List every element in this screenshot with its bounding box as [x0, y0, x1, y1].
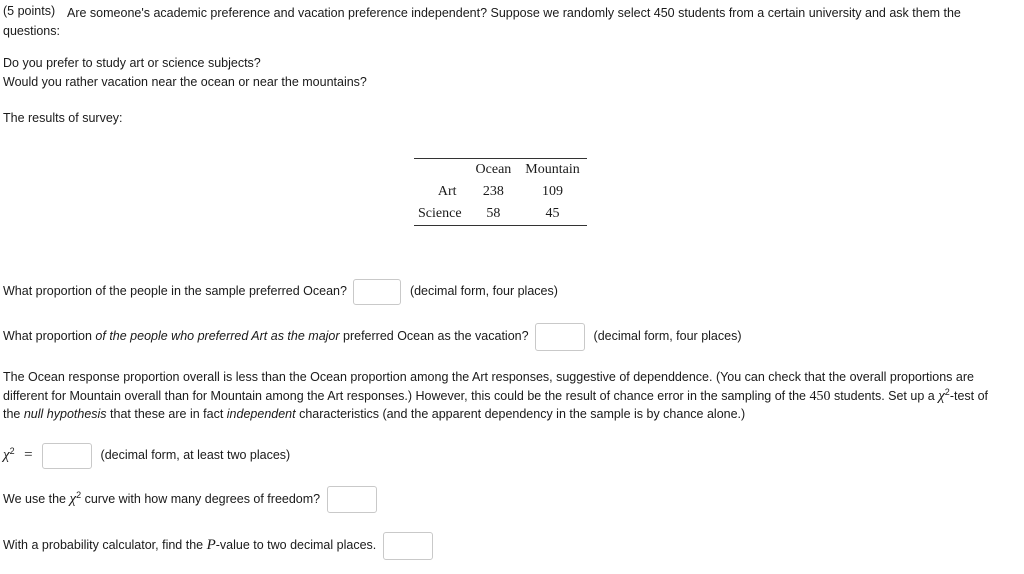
- chi-exponent: 2: [944, 386, 950, 397]
- column-header-mountain: Mountain: [525, 162, 580, 177]
- paragraph-line-2: [3, 388, 988, 405]
- dof-row: [3, 486, 377, 513]
- p-symbol: P: [206, 537, 216, 553]
- pvalue-prompt-a: With a probability calculator, find the: [3, 538, 207, 552]
- ocean-proportion-input[interactable]: [353, 279, 401, 305]
- cell-science-mountain: 45: [545, 206, 560, 221]
- survey-question-1: Do you prefer to study art or science subjects?: [3, 56, 261, 70]
- row-label-science: Science: [418, 206, 462, 221]
- dof-chi-exponent: 2: [76, 489, 82, 500]
- results-label: The results of survey:: [3, 111, 123, 125]
- part2-prompt-c: preferred Ocean as the vacation?: [339, 329, 529, 343]
- chi-square-row: [3, 442, 290, 468]
- table-corner: [414, 159, 469, 182]
- part2-row: [3, 322, 742, 350]
- part1-row: [3, 278, 558, 304]
- paragraph-line-3: [3, 407, 745, 421]
- paragraph-line-3-text: the: [3, 407, 24, 421]
- table-header-row: [414, 159, 587, 182]
- survey-table: [414, 158, 587, 226]
- part2-hint: (decimal form, four places): [593, 329, 742, 343]
- chi-symbol: χ: [938, 388, 945, 404]
- dof-prompt-a: We use the: [3, 492, 70, 506]
- cell-art-mountain: 109: [542, 184, 564, 199]
- independent-text: independent: [226, 407, 296, 421]
- part1-hint: (decimal form, four places): [409, 284, 558, 298]
- column-header-ocean: Ocean: [475, 162, 512, 177]
- table-row: [414, 203, 587, 226]
- part2-prompt-emphasis: of the people who preferred Art as the major: [95, 329, 340, 343]
- pvalue-row: [3, 531, 433, 559]
- question-intro: [3, 4, 1013, 40]
- chi-square-input[interactable]: [42, 443, 92, 469]
- paragraph-line-3-text-b: that these are in fact: [106, 407, 227, 421]
- intro-text: Are someone's academic preference and vacation preference independent? Suppose we randomly select 450 students from a certain university and ask them the questions:: [3, 6, 961, 38]
- degrees-of-freedom-input[interactable]: [327, 486, 377, 513]
- paragraph-line-2-text-b: students. Set up a: [830, 389, 939, 403]
- chi-square-exponent: 2: [9, 445, 15, 456]
- part2-prompt-a: What proportion: [3, 329, 96, 343]
- paragraph-line-2-text: different for Mountain overall than for Mountain among the Art responses.) However, this could be the result of chance error in the sampling of the: [3, 389, 810, 403]
- equals-sign: =: [24, 447, 33, 463]
- dof-chi-symbol: χ: [69, 491, 77, 507]
- art-ocean-proportion-input[interactable]: [535, 323, 585, 351]
- row-label-art: Art: [437, 184, 457, 199]
- paragraph-line-3-text-c: characteristics (and the apparent dependency in the sample is by chance alone.): [295, 407, 746, 421]
- survey-question-2: Would you rather vacation near the ocean or near the mountains?: [3, 75, 367, 89]
- chi-square-hint: (decimal form, at least two places): [100, 448, 291, 462]
- paragraph-line-1: The Ocean response proportion overall is less than the Ocean proportion among the Art responses, suggestive of dependdence. (You can check that the overall proportions are: [3, 370, 974, 384]
- points-label: (5 points): [3, 4, 56, 18]
- cell-science-ocean: 58: [486, 206, 501, 221]
- sample-size: 450: [809, 389, 831, 404]
- null-hypothesis-text: null hypothesis: [23, 407, 107, 421]
- p-value-input[interactable]: [383, 532, 433, 560]
- cell-art-ocean: 238: [482, 184, 504, 199]
- table-row: [414, 181, 587, 203]
- pvalue-prompt-b: -value to two decimal places.: [215, 538, 377, 552]
- dof-prompt-b: curve with how many degrees of freedom?: [81, 492, 321, 506]
- part1-prompt: What proportion of the people in the sample preferred Ocean?: [3, 284, 347, 298]
- paragraph-line-2-text-c: -test of: [949, 389, 989, 403]
- chi-square-symbol: χ: [3, 447, 10, 463]
